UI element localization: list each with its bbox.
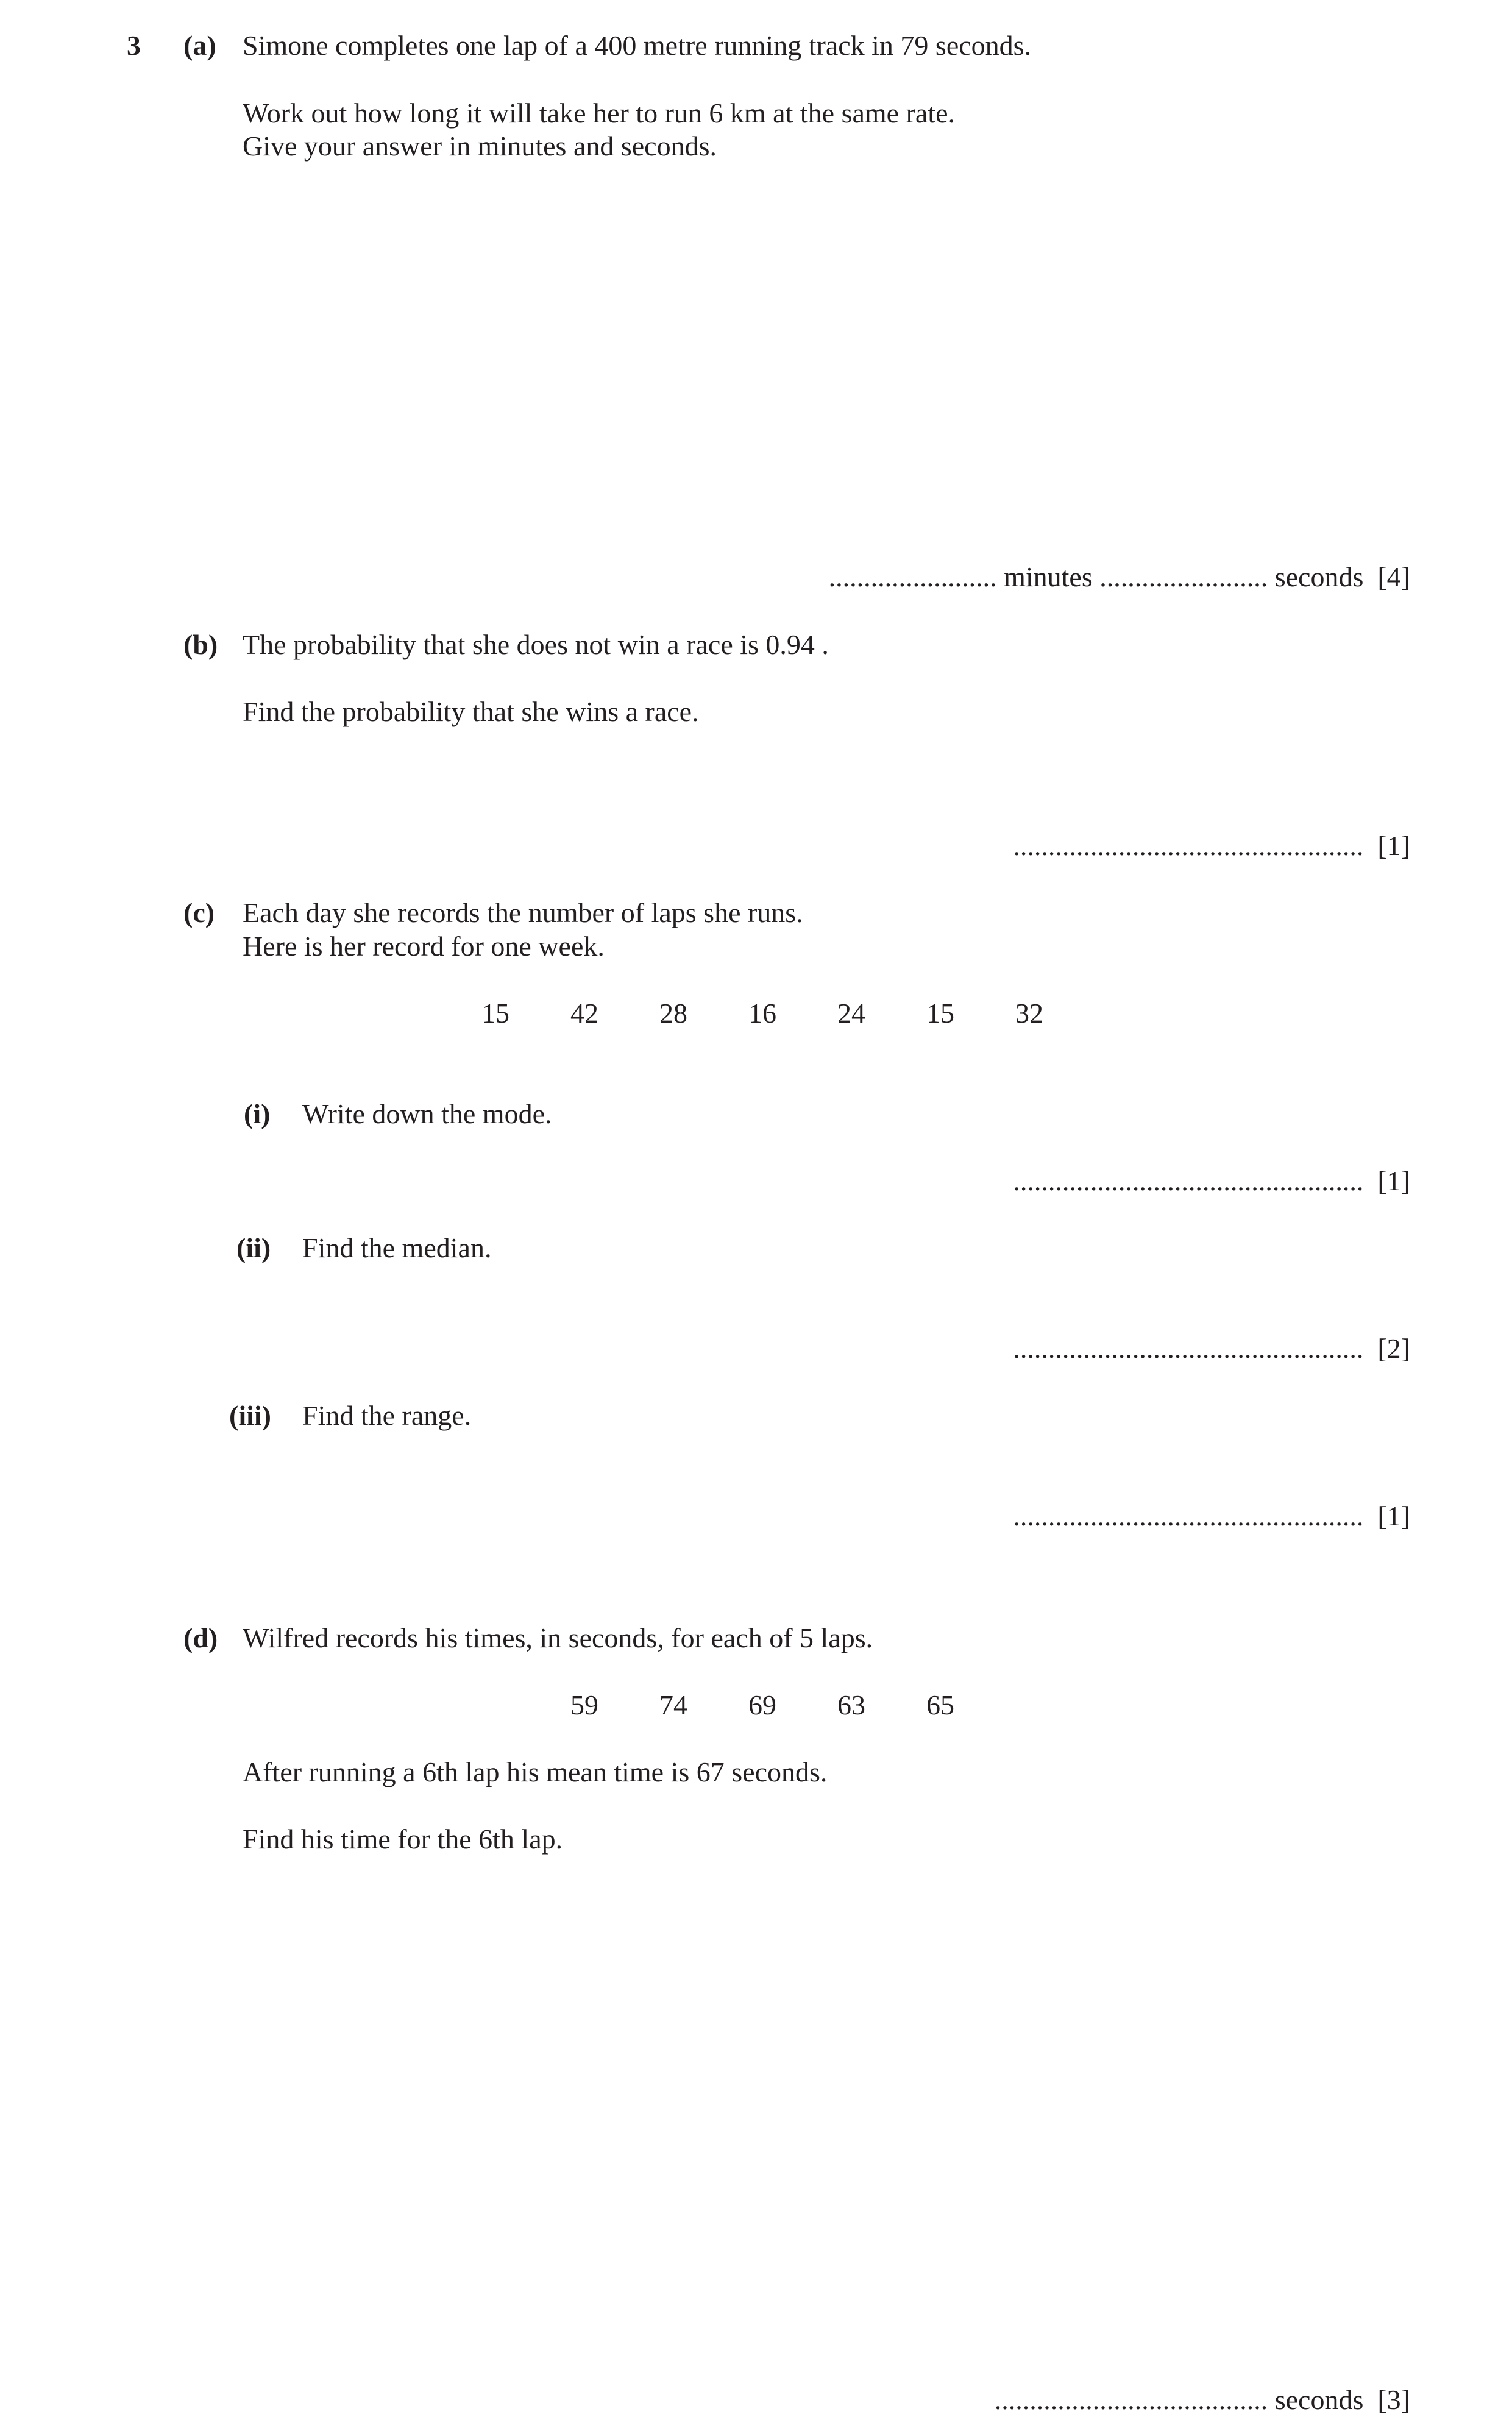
- laps-value: 15: [926, 998, 954, 1029]
- part-d-answer-line[interactable]: ....................................... seconds [3]: [994, 2384, 1410, 2415]
- part-c-text-line1: Each day she records the number of laps she runs.: [243, 897, 803, 928]
- part-d-text-line1: Wilfred records his times, in seconds, for each of 5 laps.: [243, 1622, 873, 1653]
- laps-value: 16: [748, 998, 776, 1029]
- part-a-text-line2: Work out how long it will take her to run 6 km at the same rate.: [243, 98, 956, 129]
- part-c-iii-label: (iii): [229, 1400, 271, 1431]
- time-value: 65: [926, 1689, 954, 1720]
- time-value: 74: [659, 1689, 687, 1720]
- part-a-text-line3: Give your answer in minutes and seconds.: [243, 130, 717, 162]
- part-d-text-line2: After running a 6th lap his mean time is 67 seconds.: [243, 1756, 828, 1787]
- part-a-text-line1: Simone completes one lap of a 400 metre running track in 79 seconds.: [243, 30, 1032, 61]
- laps-value: 28: [659, 998, 687, 1029]
- laps-record-row: [451, 999, 1074, 1028]
- part-c-ii-label: (ii): [236, 1232, 271, 1263]
- time-value: 69: [748, 1689, 776, 1720]
- wilfred-times-row: [540, 1691, 985, 1719]
- part-c-ii-answer-line[interactable]: .................................................. [2]: [1013, 1333, 1410, 1364]
- part-b-text-line1: The probability that she does not win a race is 0.94 .: [243, 629, 829, 660]
- part-b-answer-line[interactable]: .................................................. [1]: [1013, 830, 1410, 861]
- part-a-answer-line[interactable]: ........................ minutes ........................ seconds [4]: [828, 561, 1410, 592]
- part-b-label: (b): [183, 629, 218, 660]
- part-c-i-text: Write down the mode.: [302, 1098, 552, 1129]
- laps-value: 24: [837, 998, 865, 1029]
- question-number: 3: [127, 30, 141, 61]
- part-a-label: (a): [183, 30, 216, 61]
- laps-value: 15: [481, 998, 509, 1029]
- part-c-label: (c): [183, 897, 215, 928]
- part-c-iii-answer-line[interactable]: .................................................. [1]: [1013, 1500, 1410, 1532]
- part-c-text-line2: Here is her record for one week.: [243, 931, 605, 962]
- laps-value: 32: [1015, 998, 1043, 1029]
- time-value: 59: [570, 1689, 598, 1720]
- part-c-ii-text: Find the median.: [302, 1232, 492, 1263]
- part-d-text-line3: Find his time for the 6th lap.: [243, 1823, 563, 1855]
- laps-value: 42: [570, 998, 598, 1029]
- part-c-i-answer-line[interactable]: .................................................. [1]: [1013, 1165, 1410, 1196]
- time-value: 63: [837, 1689, 865, 1720]
- part-d-label: (d): [183, 1622, 218, 1653]
- part-c-i-label: (i): [244, 1098, 271, 1129]
- part-c-iii-text: Find the range.: [302, 1400, 472, 1431]
- part-b-text-line2: Find the probability that she wins a race.: [243, 696, 699, 727]
